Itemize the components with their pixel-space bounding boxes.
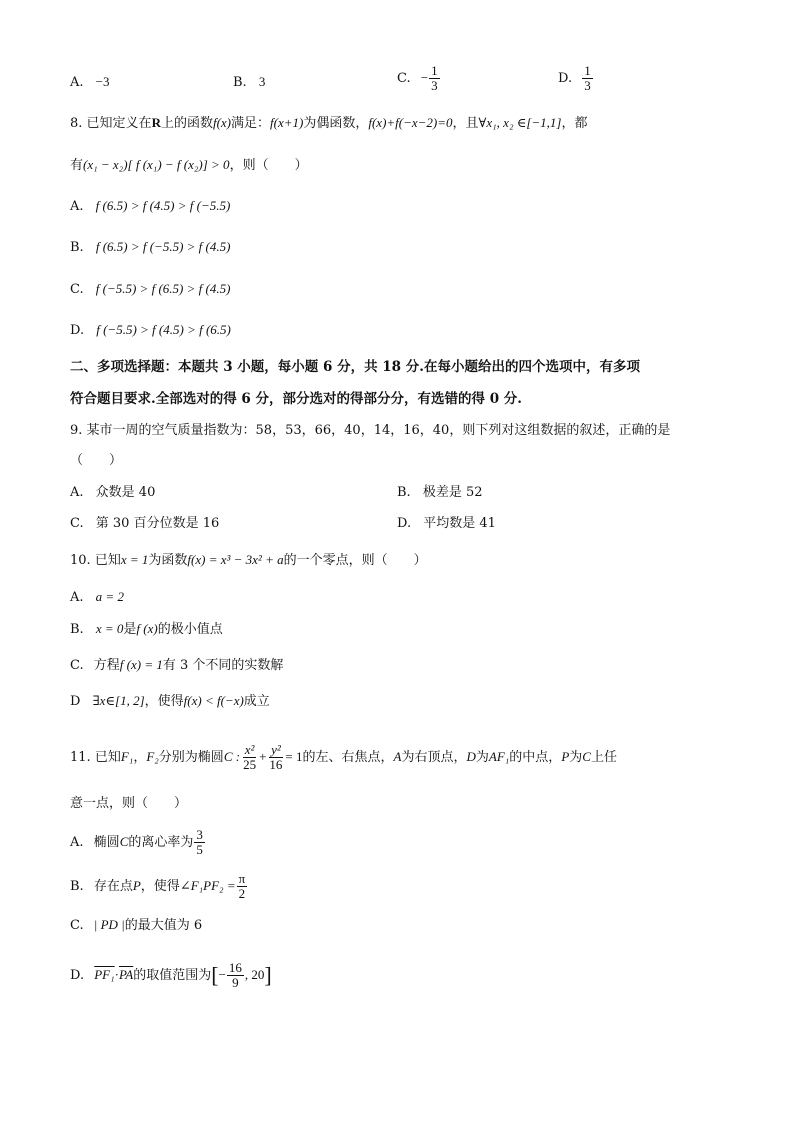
minus-sign: − [420,70,429,85]
math-expr: f(x) = x³ − 3x² + a [187,552,284,567]
question-number: 10. [70,553,91,568]
math-expr: + [259,749,267,764]
section-heading-line2: 符合题目要求.全部选对的得 6 分，部分选对的得部分分，有选错的得 0 分. [70,391,522,407]
denominator: 5 [196,842,203,857]
numerator: 3 [196,827,203,842]
q11-option-b [70,869,248,904]
option-text: 第 30 百分位数是 16 [95,516,220,531]
stem-text: ， [133,750,147,765]
option-text: f (6.5) > f (−5.5) > f (4.5) [95,239,231,254]
q10-option-a [70,587,124,608]
q11-stem-line1 [70,740,617,775]
denominator: 25 [243,757,257,772]
q8-stem-line1 [70,113,588,134]
option-label: C. [70,658,84,673]
math-expr: f(x)+f(−x−2)=0 [368,115,453,130]
numerator: 1 [431,63,438,78]
math-expr: | PD | [93,917,125,932]
option-label: A. [70,835,84,850]
q7-option-a [70,72,110,93]
stem-text: 为偶函数， [303,116,369,131]
option-text: f (−5.5) > f (4.5) > f (6.5) [96,322,231,337]
q9-option-b [397,483,483,503]
option-label: D. [70,968,85,983]
stem-text: 的左、右焦点， [302,750,394,765]
math-expr: P [561,749,570,764]
option-text: 的极小值点 [157,622,223,637]
option-text: 平均数是 41 [423,516,496,531]
stem-text: 分别为椭圆 [158,750,224,765]
stem-text: 的中点， [509,750,562,765]
q10-option-c [70,655,283,676]
set-symbol: R [151,115,161,130]
option-text: 存在点 [93,879,133,894]
q11-stem-line2: 意一点，则（ ） [70,796,188,811]
stem-text: 为函数 [148,553,188,568]
math-expr: f(x+1) [270,115,304,130]
stem-text: 的一个零点，则（ ） [283,553,427,568]
q7-option-c [397,64,441,93]
denominator: 3 [431,78,438,93]
option-label: D. [558,71,573,86]
option-label: A. [70,75,84,90]
fraction-x [241,743,258,772]
option-text: 椭圆 [93,835,120,850]
q8-stem-line2 [70,155,308,176]
option-text: 方程 [93,658,120,673]
q9-stem-line2: （ ） [70,453,123,468]
math-expr: P [132,878,141,893]
option-text: 的取值范围为 [133,968,212,983]
vector-pa: $\overline{PA}$ [118,967,134,982]
option-text: f (6.5) > f (4.5) > f (−5.5) [95,198,231,213]
q8-option-d [70,320,231,341]
option-label: A. [70,485,84,500]
stem-text: 上任 [590,750,617,765]
option-label: B. [70,879,84,894]
math-expr: x = 1 [120,552,149,567]
math-expr: ∀x₁, x₂ ∈[−1,1] [478,115,562,130]
option-label: B. [397,485,411,500]
option-text: 极差是 52 [422,485,483,500]
option-label: A. [70,590,84,605]
question-number: 11. [70,750,91,765]
denominator: 3 [584,78,591,93]
stem-text: 已知定义在 [86,116,152,131]
q11-option-a [70,825,206,860]
left-bracket: [ [211,962,219,988]
option-label: C. [70,516,84,531]
fraction [194,828,205,857]
math-expr: D [466,749,476,764]
math-expr: C [582,749,591,764]
stem-text: 为 [475,750,489,765]
q10-stem [70,550,427,571]
q7-option-b [233,72,265,93]
option-label: D. [70,323,85,338]
option-text: 是 [123,622,137,637]
option-label: B. [70,622,84,637]
q10-option-b [70,619,223,640]
option-label: C. [70,918,84,933]
vector-pf1: PF₁ [94,967,115,982]
q9-option-d [397,514,496,534]
numerator: π [238,871,246,886]
section-heading-line1: 二、多项选择题：本题共 3 小题，每小题 6 分，共 18 分.在每小题给出的四个选项中，有多项 [70,359,640,375]
option-label: A. [70,199,84,214]
math-expr: (x₁ − x₂)[ f (x₁) − f (x₂)] > 0 [83,157,230,172]
option-label: B. [233,75,247,90]
stem-text: ，都 [561,116,588,131]
numerator: x² [244,742,255,757]
stem-text: ，则（ ） [229,158,308,173]
math-expr: C : [223,749,241,764]
math-expr: f(x) [212,115,232,130]
math-expr: C [119,834,129,849]
q9-option-a [70,483,155,503]
stem-text: 满足： [231,116,271,131]
q11-option-d [70,955,272,996]
option-text: 众数是 40 [95,485,156,500]
numerator: y² [271,742,281,757]
q8-option-c [70,279,230,300]
q8-option-a [70,196,230,217]
right-bracket: ] [264,962,272,988]
stem-text: 有 [70,158,84,173]
option-label: C. [397,71,411,86]
q9-stem-line1: 9. 某市一周的空气质量指数为：58，53，66，40，14，16，40，则下列对这组数据的叙述，正确的是 [70,423,671,438]
math-expr: f (x) [136,621,158,636]
q10-option-d [70,691,270,712]
q11-option-c [70,915,202,936]
q7-option-d [558,64,594,93]
option-text: 成立 [243,694,270,709]
stem-text: 为 [569,750,583,765]
denominator: 2 [238,886,246,901]
math-expr: f(x) < f(−x) [183,693,244,708]
fraction [227,961,244,990]
question-number: 8. [70,116,83,131]
option-text: a = 2 [95,589,124,604]
option-label: D [70,694,81,709]
fraction [237,872,248,901]
stem-text: ，且 [452,116,479,131]
math-expr: , 20 [244,967,265,982]
math-expr: = 1 [285,749,303,764]
math-expr: x = 0 [95,621,124,636]
q8-option-b [70,237,230,258]
option-label: D. [397,516,412,531]
stem-text: 已知 [94,553,121,568]
option-label: B. [70,240,84,255]
q9-option-c [70,514,219,534]
math-expr: f (x) = 1 [119,657,163,672]
stem-text: 上的函数 [160,116,213,131]
stem-text: 为右顶点， [401,750,467,765]
math-expr: A [393,749,402,764]
numerator: 16 [228,960,242,975]
option-text: f (−5.5) > f (6.5) > f (4.5) [95,281,231,296]
math-expr: ∃x∈[1, 2] [92,693,145,708]
fraction [582,64,593,93]
option-value: −3 [95,74,110,89]
math-expr: AF₁ [488,749,510,764]
option-text: 有 3 个不同的实数解 [162,658,284,673]
option-text: 的最大值为 6 [124,918,203,933]
math-expr: F₂ [146,749,159,764]
math-expr: ∠F₁PF₂ = [179,878,236,893]
dot-operator: · [114,967,119,982]
denominator: 9 [232,975,239,990]
numerator: 1 [584,63,591,78]
fraction [429,64,440,93]
math-expr: F₁ [120,749,134,764]
option-text: ，使得 [144,694,184,709]
fraction-y [267,743,284,772]
option-text: ，使得 [140,879,180,894]
option-label: C. [70,282,84,297]
minus-sign: − [218,967,226,982]
stem-text: 已知 [94,750,121,765]
option-value: 3 [258,74,266,89]
option-text: 的离心率为 [128,835,194,850]
denominator: 16 [269,757,283,772]
